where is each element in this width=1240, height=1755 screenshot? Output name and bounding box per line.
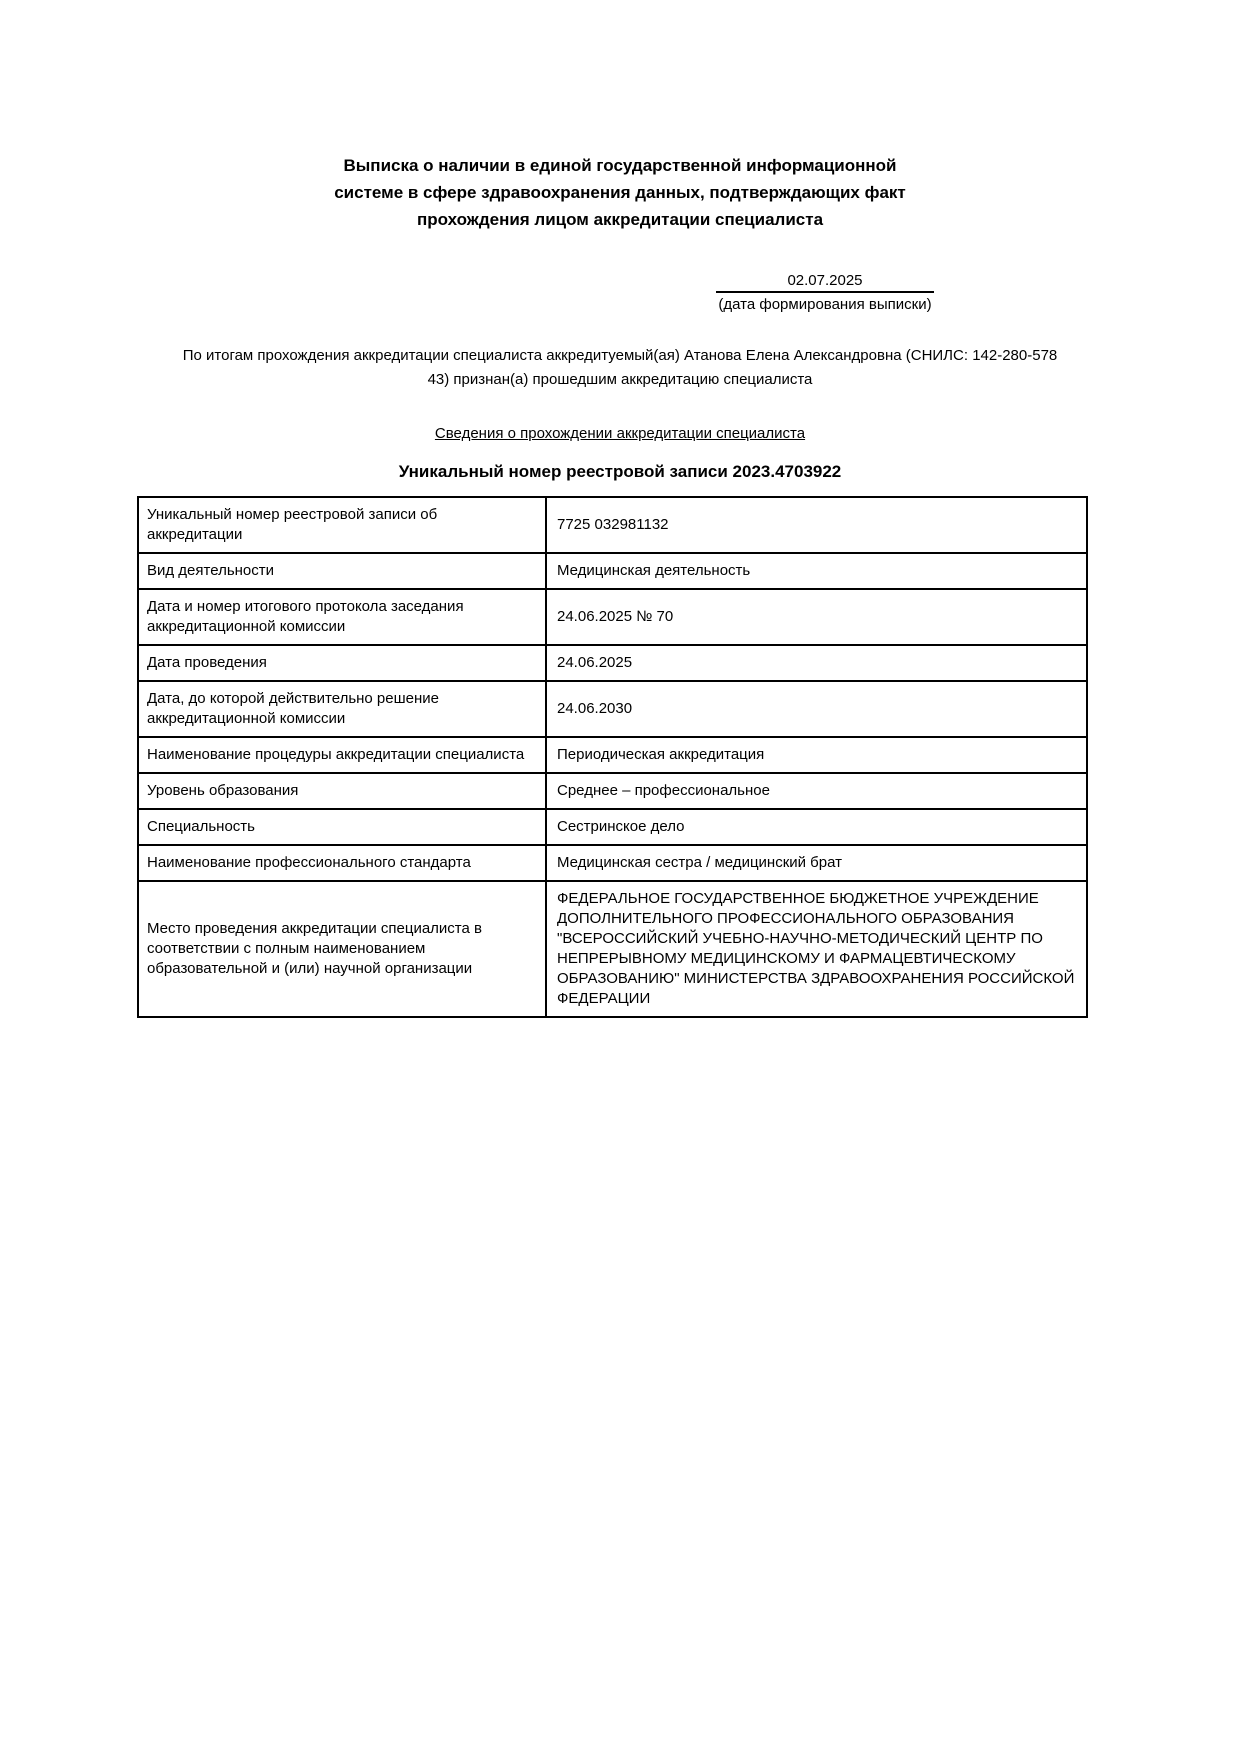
row-label: Уровень образования — [138, 773, 546, 809]
row-label: Специальность — [138, 809, 546, 845]
row-label: Дата проведения — [138, 645, 546, 681]
accreditation-table-body — [138, 497, 1087, 1017]
row-value: 24.06.2030 — [546, 681, 1087, 737]
row-value: 24.06.2025 № 70 — [546, 589, 1087, 645]
table-row — [138, 845, 1087, 881]
row-value: Медицинская сестра / медицинский брат — [546, 845, 1087, 881]
table-row — [138, 645, 1087, 681]
row-value: Сестринское дело — [546, 809, 1087, 845]
document-title — [300, 152, 940, 233]
section-heading: Сведения о прохождении аккредитации специалиста — [434, 425, 806, 442]
document-title-line: системе в сфере здравоохранения данных, подтверждающих факт — [334, 183, 906, 202]
issue-date-caption: (дата формирования выписки) — [718, 296, 932, 313]
registry-number-heading: Уникальный номер реестровой записи 2023.4703922 — [398, 462, 842, 481]
table-row — [138, 497, 1087, 553]
issue-date-block — [700, 271, 950, 314]
row-value: Периодическая аккредитация — [546, 737, 1087, 773]
row-label: Дата и номер итогового протокола заседания аккредитационной комиссии — [138, 589, 546, 645]
table-row — [138, 737, 1087, 773]
row-label: Наименование процедуры аккредитации специалиста — [138, 737, 546, 773]
issue-date-value: 02.07.2025 — [716, 271, 934, 293]
intro-paragraph-line: По итогам прохождения аккредитации специалиста аккредитуемый(ая) Атанова Елена Александровна (СНИЛС: 142-280-578 — [182, 347, 1058, 364]
table-row — [138, 553, 1087, 589]
row-label: Дата, до которой действительно решение аккредитационной комиссии — [138, 681, 546, 737]
table-row — [138, 809, 1087, 845]
table-row — [138, 881, 1087, 1017]
table-row — [138, 589, 1087, 645]
row-value: 24.06.2025 — [546, 645, 1087, 681]
intro-paragraph — [0, 344, 1240, 392]
table-row — [138, 773, 1087, 809]
table-row — [138, 681, 1087, 737]
accreditation-table — [137, 496, 1088, 1018]
row-label: Наименование профессионального стандарта — [138, 845, 546, 881]
row-label: Вид деятельности — [138, 553, 546, 589]
document-title-line: Выписка о наличии в единой государственной информационной — [343, 156, 897, 175]
row-value: Медицинская деятельность — [546, 553, 1087, 589]
row-label: Место проведения аккредитации специалиста в соответствии с полным наименованием образовательной и (или) научной организации — [138, 881, 546, 1017]
row-value: 7725 032981132 — [546, 497, 1087, 553]
row-label: Уникальный номер реестровой записи об аккредитации — [138, 497, 546, 553]
document-title-line: прохождения лицом аккредитации специалиста — [416, 210, 824, 229]
row-value: ФЕДЕРАЛЬНОЕ ГОСУДАРСТВЕННОЕ БЮДЖЕТНОЕ УЧРЕЖДЕНИЕ ДОПОЛНИТЕЛЬНОГО ПРОФЕССИОНАЛЬНОГО ОБРАЗОВАНИЯ "ВСЕРОССИЙСКИЙ УЧЕБНО-НАУЧНО-МЕТОДИЧЕСКИЙ ЦЕНТР ПО НЕПРЕРЫВНОМУ МЕДИЦИНСКОМУ И ФАРМАЦЕВТИЧЕСКОМУ ОБРАЗОВАНИЮ" МИНИСТЕРСТВА ЗДРАВООХРАНЕНИЯ РОССИЙСКОЙ ФЕДЕРАЦИИ — [546, 881, 1087, 1017]
row-value: Среднее – профессиональное — [546, 773, 1087, 809]
intro-paragraph-line: 43) признан(а) прошедшим аккредитацию специалиста — [427, 371, 813, 388]
